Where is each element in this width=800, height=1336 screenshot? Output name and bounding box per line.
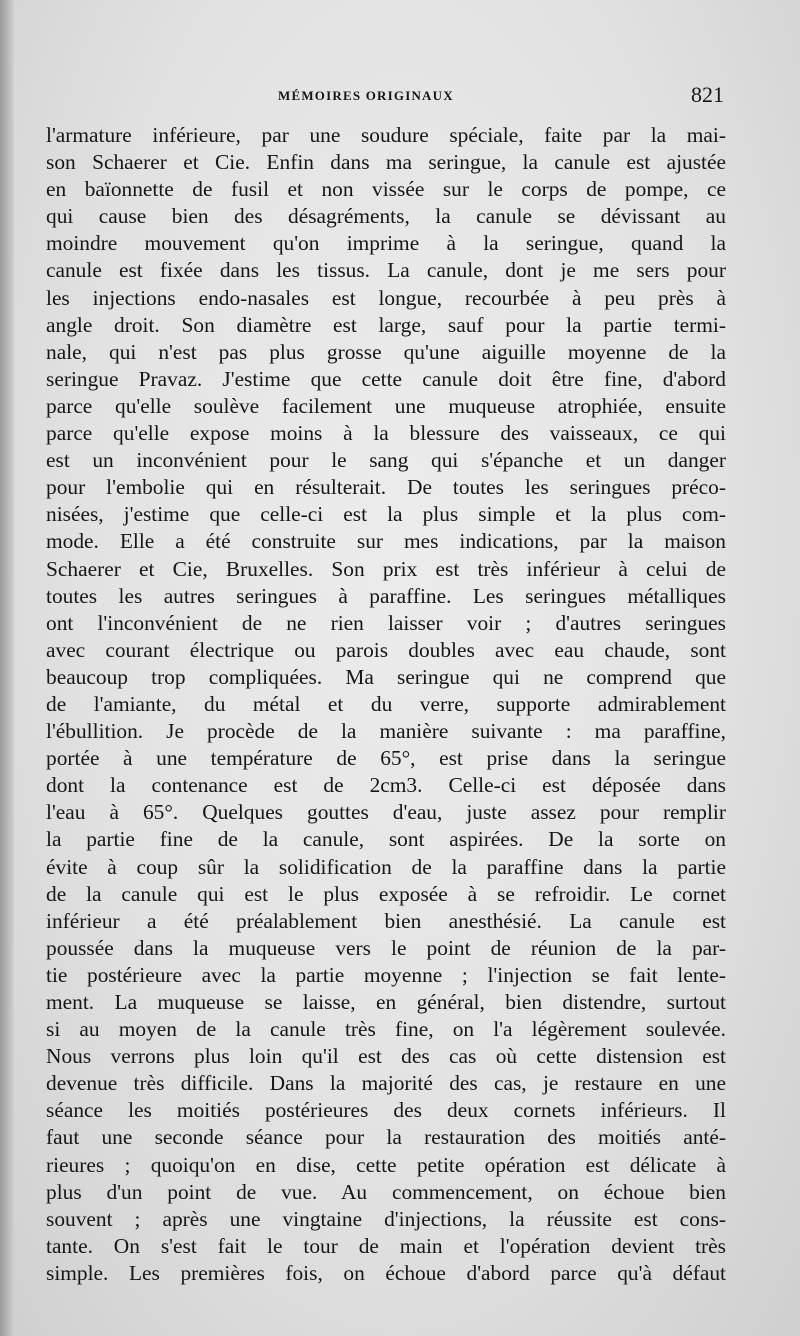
running-title: MÉMOIRES ORIGINAUX: [278, 88, 454, 103]
body-text: [46, 122, 726, 1287]
text-line: les injections endo-nasales est longue, recourbée à peu près à: [46, 285, 726, 310]
text-line: devenue très difficile. Dans la majorité des cas, je restaure en une: [46, 1071, 726, 1096]
text-line: parce qu'elle expose moins à la blessure des vaisseaux, ce qui: [46, 421, 726, 446]
text-line: de la canule qui est le plus exposée à se refroidir. Le cornet: [46, 881, 726, 906]
text-line: nale, qui n'est pas plus grosse qu'une aiguille moyenne de la: [46, 339, 726, 364]
text-line: séance les moitiés postérieures des deux cornets inférieurs. Il: [46, 1098, 726, 1123]
text-line: est un inconvénient pour le sang qui s'épanche et un danger: [46, 448, 726, 473]
text-line: en baïonnette de fusil et non vissée sur le corps de pompe, ce: [46, 177, 726, 202]
text-line: seringue Pravaz. J'estime que cette canule doit être fine, d'abord: [46, 366, 726, 391]
text-line: l'eau à 65°. Quelques gouttes d'eau, juste assez pour remplir: [46, 800, 726, 825]
text-line: ont l'inconvénient de ne rien laisser voir ; d'autres seringues: [46, 610, 726, 635]
text-line: plus d'un point de vue. Au commencement, on échoue bien: [46, 1179, 726, 1204]
text-line: avec courant électrique ou parois doubles avec eau chaude, sont: [46, 637, 726, 662]
page-header: [0, 84, 800, 114]
text-line: l'armature inférieure, par une soudure spéciale, faite par la mai-: [46, 123, 726, 147]
text-line: canule est fixée dans les tissus. La canule, dont je me sers pour: [46, 258, 726, 283]
text-line: moindre mouvement qu'on imprime à la seringue, quand la: [46, 231, 726, 256]
text-line: nisées, j'estime que celle-ci est la plus simple et la plus com-: [46, 502, 726, 527]
text-line: de l'amiante, du métal et du verre, supporte admirablement: [46, 691, 726, 716]
page-number: 821: [691, 82, 724, 107]
text-line: portée à une température de 65°, est prise dans la seringue: [46, 746, 726, 771]
text-line: parce qu'elle soulève facilement une muqueuse atrophiée, ensuite: [46, 393, 726, 418]
text-line: qui cause bien des désagréments, la canule se dévissant au: [46, 204, 726, 229]
text-line: beaucoup trop compliquées. Ma seringue qui ne comprend que: [46, 664, 726, 689]
text-line: toutes les autres seringues à paraffine. Les seringues métalliques: [46, 583, 726, 608]
text-line: si au moyen de la canule très fine, on l'a légèrement soulevée.: [46, 1017, 726, 1042]
text-line: la partie fine de la canule, sont aspirées. De la sorte on: [46, 827, 726, 852]
text-line: souvent ; après une vingtaine d'injections, la réussite est cons-: [46, 1206, 726, 1231]
text-line: inférieur a été préalablement bien anesthésié. La canule est: [46, 908, 726, 933]
text-line: faut une seconde séance pour la restauration des moitiés anté-: [46, 1125, 726, 1150]
text-line: dont la contenance est de 2cm3. Celle-ci est déposée dans: [46, 773, 726, 798]
text-line: rieures ; quoiqu'on en dise, cette petite opération est délicate à: [46, 1152, 726, 1177]
text-line: simple. Les premières fois, on échoue d'abord parce qu'à défaut: [46, 1260, 726, 1285]
text-line: mode. Elle a été construite sur mes indications, par la maison: [46, 529, 726, 554]
text-line: son Schaerer et Cie. Enfin dans ma seringue, la canule est ajustée: [46, 150, 726, 175]
text-line: évite à coup sûr la solidification de la paraffine dans la partie: [46, 854, 726, 879]
text-line: Schaerer et Cie, Bruxelles. Son prix est très inférieur à celui de: [46, 556, 726, 581]
text-line: ment. La muqueuse se laisse, en général, bien distendre, surtout: [46, 990, 726, 1014]
text-line: poussée dans la muqueuse vers le point de réunion de la par-: [46, 935, 726, 960]
text-line: tante. On s'est fait le tour de main et l'opération devient très: [46, 1233, 726, 1258]
page-edge-shadow: [0, 0, 14, 1336]
text-line: Nous verrons plus loin qu'il est des cas où cette distension est: [46, 1044, 726, 1069]
text-line: angle droit. Son diamètre est large, sauf pour la partie termi-: [46, 312, 726, 337]
text-line: tie postérieure avec la partie moyenne ; l'injection se fait lente-: [46, 962, 726, 987]
text-line: l'ébullition. Je procède de la manière suivante : ma paraffine,: [46, 719, 726, 744]
text-line: pour l'embolie qui en résulterait. De toutes les seringues préco-: [46, 475, 726, 500]
